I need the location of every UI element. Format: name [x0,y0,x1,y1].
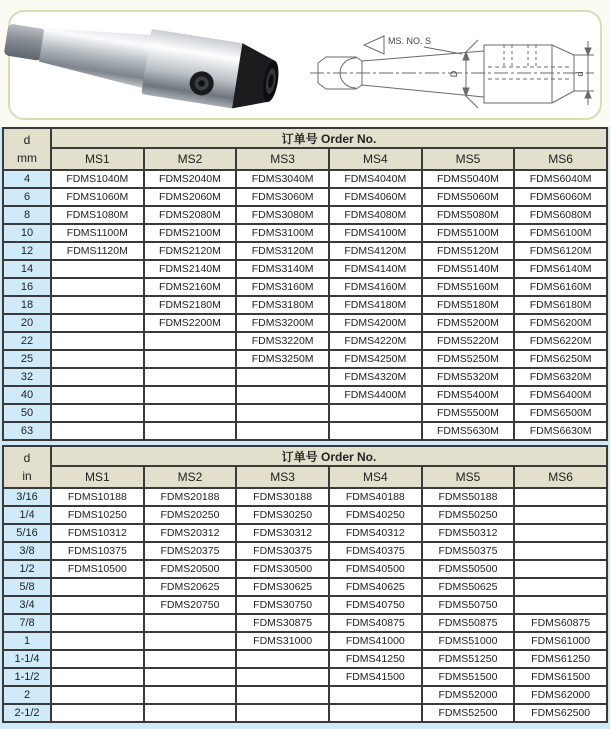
drawing-dim-D-label: D [449,70,459,78]
order-no-cell: FDMS2180M [144,296,237,314]
order-no-cell: FDMS2040M [144,170,237,188]
order-no-cell [144,332,237,350]
order-no-cell: FDMS2100M [144,224,237,242]
order-no-cell: FDMS6100M [514,224,607,242]
order-no-cell: FDMS6400M [514,386,607,404]
order-no-cell: FDMS2060M [144,188,237,206]
order-tables [2,127,608,727]
order-no-cell [51,596,144,614]
order-no-cell: FDMS41500 [329,668,422,686]
order-no-cell: FDMS61250 [514,650,607,668]
order-no-cell [51,278,144,296]
order-no-cell: FDMS3220M [236,332,329,350]
table-row [3,314,607,332]
order-no-cell: FDMS4040M [329,170,422,188]
column-header-ms4: MS4 [329,466,422,488]
order-no-cell: FDMS20750 [144,596,237,614]
order-no-cell: FDMS5200M [422,314,515,332]
order-no-cell: FDMS5500M [422,404,515,422]
column-header-ms3: MS3 [236,148,329,170]
order-no-cell: FDMS4220M [329,332,422,350]
order-no-cell: FDMS40500 [329,560,422,578]
order-no-cell: FDMS30875 [236,614,329,632]
order-no-cell [514,596,607,614]
tool-holder-drawing-graphic [306,10,598,118]
order-no-cell [144,650,237,668]
table-row [3,350,607,368]
order-no-cell [51,350,144,368]
order-no-cell: FDMS4100M [329,224,422,242]
order-no-cell [51,632,144,650]
order-no-cell [144,386,237,404]
order-no-cell: FDMS10250 [51,506,144,524]
table-row [3,524,607,542]
order-no-cell: FDMS2140M [144,260,237,278]
order-no-cell: FDMS5180M [422,296,515,314]
table-row [3,368,607,386]
order-no-cell: FDMS30500 [236,560,329,578]
d-value-cell: 25 [3,350,51,368]
order-no-cell [51,422,144,440]
tool-holder-photo-graphic [0,12,302,122]
order-no-cell [236,422,329,440]
d-value-cell: 1/2 [3,560,51,578]
order-no-cell [144,422,237,440]
order-no-cell: FDMS2200M [144,314,237,332]
column-header-ms3: MS3 [236,466,329,488]
order-no-cell: FDMS4200M [329,314,422,332]
d-value-cell: 8 [3,206,51,224]
order-no-cell: FDMS6120M [514,242,607,260]
order-no-cell: FDMS3060M [236,188,329,206]
order-no-cell: FDMS40250 [329,506,422,524]
table-row [3,596,607,614]
order-no-cell [236,404,329,422]
order-no-cell: FDMS40188 [329,488,422,506]
order-no-cell: FDMS5120M [422,242,515,260]
d-value-cell: 18 [3,296,51,314]
order-no-cell: FDMS20500 [144,560,237,578]
order-no-cell: FDMS40312 [329,524,422,542]
d-value-cell: 12 [3,242,51,260]
order-no-cell: FDMS50750 [422,596,515,614]
order-no-cell: FDMS3250M [236,350,329,368]
table-row [3,686,607,704]
order-no-cell: FDMS20375 [144,542,237,560]
order-no-cell: FDMS40750 [329,596,422,614]
table-row [3,542,607,560]
order-no-cell: FDMS4250M [329,350,422,368]
order-no-cell [144,404,237,422]
order-table-inch [2,445,608,723]
table-row [3,614,607,632]
order-no-cell: FDMS4080M [329,206,422,224]
drawing-dim-d-label: d [575,71,585,77]
table-row [3,632,607,650]
order-no-cell: FDMS6250M [514,350,607,368]
order-no-cell [51,404,144,422]
order-no-cell: FDMS4400M [329,386,422,404]
order-no-cell: FDMS5060M [422,188,515,206]
order-no-cell: FDMS50188 [422,488,515,506]
order-no-cell [144,668,237,686]
order-no-cell [514,488,607,506]
order-no-cell: FDMS50312 [422,524,515,542]
order-no-cell: FDMS5320M [422,368,515,386]
d-value-cell: 10 [3,224,51,242]
order-no-cell: FDMS61000 [514,632,607,650]
order-no-cell [51,686,144,704]
order-no-cell: FDMS3040M [236,170,329,188]
order-no-cell: FDMS51500 [422,668,515,686]
order-no-cell: FDMS1120M [51,242,144,260]
order-no-cell: FDMS3080M [236,206,329,224]
table-row [3,206,607,224]
d-value-cell: 32 [3,368,51,386]
table-row [3,224,607,242]
order-no-cell: FDMS5630M [422,422,515,440]
order-no-cell: FDMS6320M [514,368,607,386]
d-value-cell: 3/8 [3,542,51,560]
table-row [3,260,607,278]
order-no-cell: FDMS50375 [422,542,515,560]
order-no-cell: FDMS62000 [514,686,607,704]
order-no-cell [236,368,329,386]
order-no-cell: FDMS41000 [329,632,422,650]
order-no-cell [329,686,422,704]
order-table-metric [2,127,608,441]
d-value-cell: 63 [3,422,51,440]
order-no-cell: FDMS50500 [422,560,515,578]
order-no-cell [51,578,144,596]
order-no-cell [51,332,144,350]
dim-unit-header [3,446,51,488]
order-no-cell: FDMS20625 [144,578,237,596]
table-row [3,560,607,578]
table-row [3,278,607,296]
order-no-cell [144,614,237,632]
dim-label: d [23,133,31,147]
order-no-cell: FDMS10375 [51,542,144,560]
order-no-cell [51,260,144,278]
order-no-cell [51,368,144,386]
order-no-cell: FDMS6140M [514,260,607,278]
order-no-cell: FDMS4120M [329,242,422,260]
order-no-cell: FDMS6200M [514,314,607,332]
order-no-cell [144,368,237,386]
table-row [3,386,607,404]
order-no-cell: FDMS2120M [144,242,237,260]
order-no-cell: FDMS5140M [422,260,515,278]
order-no-cell: FDMS52500 [422,704,515,722]
column-header-ms6: MS6 [514,466,607,488]
order-no-cell: FDMS5400M [422,386,515,404]
order-no-cell: FDMS30250 [236,506,329,524]
order-no-header: 订单号 Order No. [51,128,607,148]
order-no-cell: FDMS6080M [514,206,607,224]
order-no-cell: FDMS62500 [514,704,607,722]
order-no-cell: FDMS6180M [514,296,607,314]
order-no-cell [514,578,607,596]
order-no-cell: FDMS20312 [144,524,237,542]
d-value-cell: 2-1/2 [3,704,51,722]
order-no-cell: FDMS5040M [422,170,515,188]
column-header-ms2: MS2 [144,148,237,170]
d-value-cell: 3/4 [3,596,51,614]
order-no-cell: FDMS6160M [514,278,607,296]
order-no-cell: FDMS40375 [329,542,422,560]
order-no-cell: FDMS6500M [514,404,607,422]
order-no-cell: FDMS1060M [51,188,144,206]
table-row [3,704,607,722]
order-no-cell: FDMS5160M [422,278,515,296]
d-value-cell: 2 [3,686,51,704]
order-no-cell: FDMS3100M [236,224,329,242]
order-no-cell [51,386,144,404]
order-no-cell: FDMS6040M [514,170,607,188]
d-value-cell: 1 [3,632,51,650]
table-row [3,650,607,668]
unit-label: in [22,469,32,483]
order-no-cell [144,632,237,650]
order-no-cell: FDMS6630M [514,422,607,440]
order-no-cell [236,668,329,686]
order-no-cell: FDMS52000 [422,686,515,704]
order-no-cell: FDMS5080M [422,206,515,224]
order-no-cell: FDMS10188 [51,488,144,506]
d-value-cell: 1-1/2 [3,668,51,686]
order-no-cell [514,506,607,524]
order-no-cell: FDMS50625 [422,578,515,596]
d-value-cell: 6 [3,188,51,206]
order-no-cell [236,704,329,722]
order-no-cell: FDMS40875 [329,614,422,632]
order-no-cell: FDMS1100M [51,224,144,242]
d-value-cell: 50 [3,404,51,422]
order-no-cell [51,314,144,332]
order-no-cell: FDMS4060M [329,188,422,206]
table-row [3,242,607,260]
order-no-cell: FDMS3140M [236,260,329,278]
order-no-cell: FDMS4320M [329,368,422,386]
order-no-cell: FDMS6220M [514,332,607,350]
order-no-cell [51,704,144,722]
order-no-cell [514,560,607,578]
order-no-cell: FDMS6060M [514,188,607,206]
order-no-cell [51,614,144,632]
column-header-ms1: MS1 [51,466,144,488]
column-header-ms5: MS5 [422,148,515,170]
d-value-cell: 1/4 [3,506,51,524]
d-value-cell: 1-1/4 [3,650,51,668]
d-value-cell: 40 [3,386,51,404]
order-no-header: 订单号 Order No. [51,446,607,466]
order-no-cell: FDMS3200M [236,314,329,332]
order-no-cell: FDMS5100M [422,224,515,242]
order-no-cell: FDMS5250M [422,350,515,368]
table-row [3,332,607,350]
column-header-ms6: MS6 [514,148,607,170]
d-value-cell: 20 [3,314,51,332]
order-no-cell [329,422,422,440]
order-no-cell: FDMS30188 [236,488,329,506]
order-no-cell: FDMS3120M [236,242,329,260]
order-no-cell: FDMS30375 [236,542,329,560]
order-no-cell [236,650,329,668]
table-row [3,578,607,596]
table-row [3,422,607,440]
order-no-cell: FDMS50875 [422,614,515,632]
order-no-cell: FDMS41250 [329,650,422,668]
order-no-cell: FDMS3160M [236,278,329,296]
order-no-cell: FDMS1040M [51,170,144,188]
order-no-cell [514,524,607,542]
column-header-ms5: MS5 [422,466,515,488]
d-value-cell: 5/16 [3,524,51,542]
order-no-cell: FDMS50250 [422,506,515,524]
order-no-cell: FDMS20250 [144,506,237,524]
order-no-cell: FDMS40625 [329,578,422,596]
order-no-cell: FDMS4160M [329,278,422,296]
order-no-cell: FDMS30750 [236,596,329,614]
d-value-cell: 7/8 [3,614,51,632]
table-row [3,668,607,686]
column-header-ms2: MS2 [144,466,237,488]
d-value-cell: 4 [3,170,51,188]
order-no-cell: FDMS2160M [144,278,237,296]
table-row [3,488,607,506]
table-row [3,170,607,188]
dim-unit-header [3,128,51,170]
order-no-cell [144,704,237,722]
order-no-cell [51,296,144,314]
dim-label: d [23,451,31,465]
order-no-cell [236,686,329,704]
order-no-cell [51,650,144,668]
unit-label: mm [17,151,37,165]
technical-drawing [306,10,598,118]
d-value-cell: 5/8 [3,578,51,596]
table-row [3,404,607,422]
order-no-cell: FDMS10500 [51,560,144,578]
d-value-cell: 22 [3,332,51,350]
order-no-cell [514,542,607,560]
order-no-cell: FDMS30312 [236,524,329,542]
order-no-cell: FDMS2080M [144,206,237,224]
order-no-cell: FDMS60875 [514,614,607,632]
order-no-cell: FDMS4140M [329,260,422,278]
drawing-callout-label: MS. NO. S [388,36,432,46]
order-no-cell [144,350,237,368]
order-no-cell: FDMS30625 [236,578,329,596]
order-no-cell [236,386,329,404]
d-value-cell: 14 [3,260,51,278]
order-no-cell: FDMS1080M [51,206,144,224]
order-no-cell: FDMS10312 [51,524,144,542]
product-photo [0,12,302,122]
d-value-cell: 3/16 [3,488,51,506]
order-no-cell [329,704,422,722]
column-header-ms1: MS1 [51,148,144,170]
table-row [3,296,607,314]
order-no-cell [51,668,144,686]
order-no-cell: FDMS3180M [236,296,329,314]
order-no-cell: FDMS51250 [422,650,515,668]
order-no-cell: FDMS51000 [422,632,515,650]
order-no-cell: FDMS61500 [514,668,607,686]
order-no-cell [144,686,237,704]
d-value-cell: 16 [3,278,51,296]
table-row [3,188,607,206]
top-section [0,0,610,127]
order-no-cell: FDMS5220M [422,332,515,350]
order-no-cell: FDMS4180M [329,296,422,314]
order-no-cell: FDMS20188 [144,488,237,506]
order-no-cell: FDMS31000 [236,632,329,650]
column-header-ms4: MS4 [329,148,422,170]
order-no-cell [329,404,422,422]
table-row [3,506,607,524]
